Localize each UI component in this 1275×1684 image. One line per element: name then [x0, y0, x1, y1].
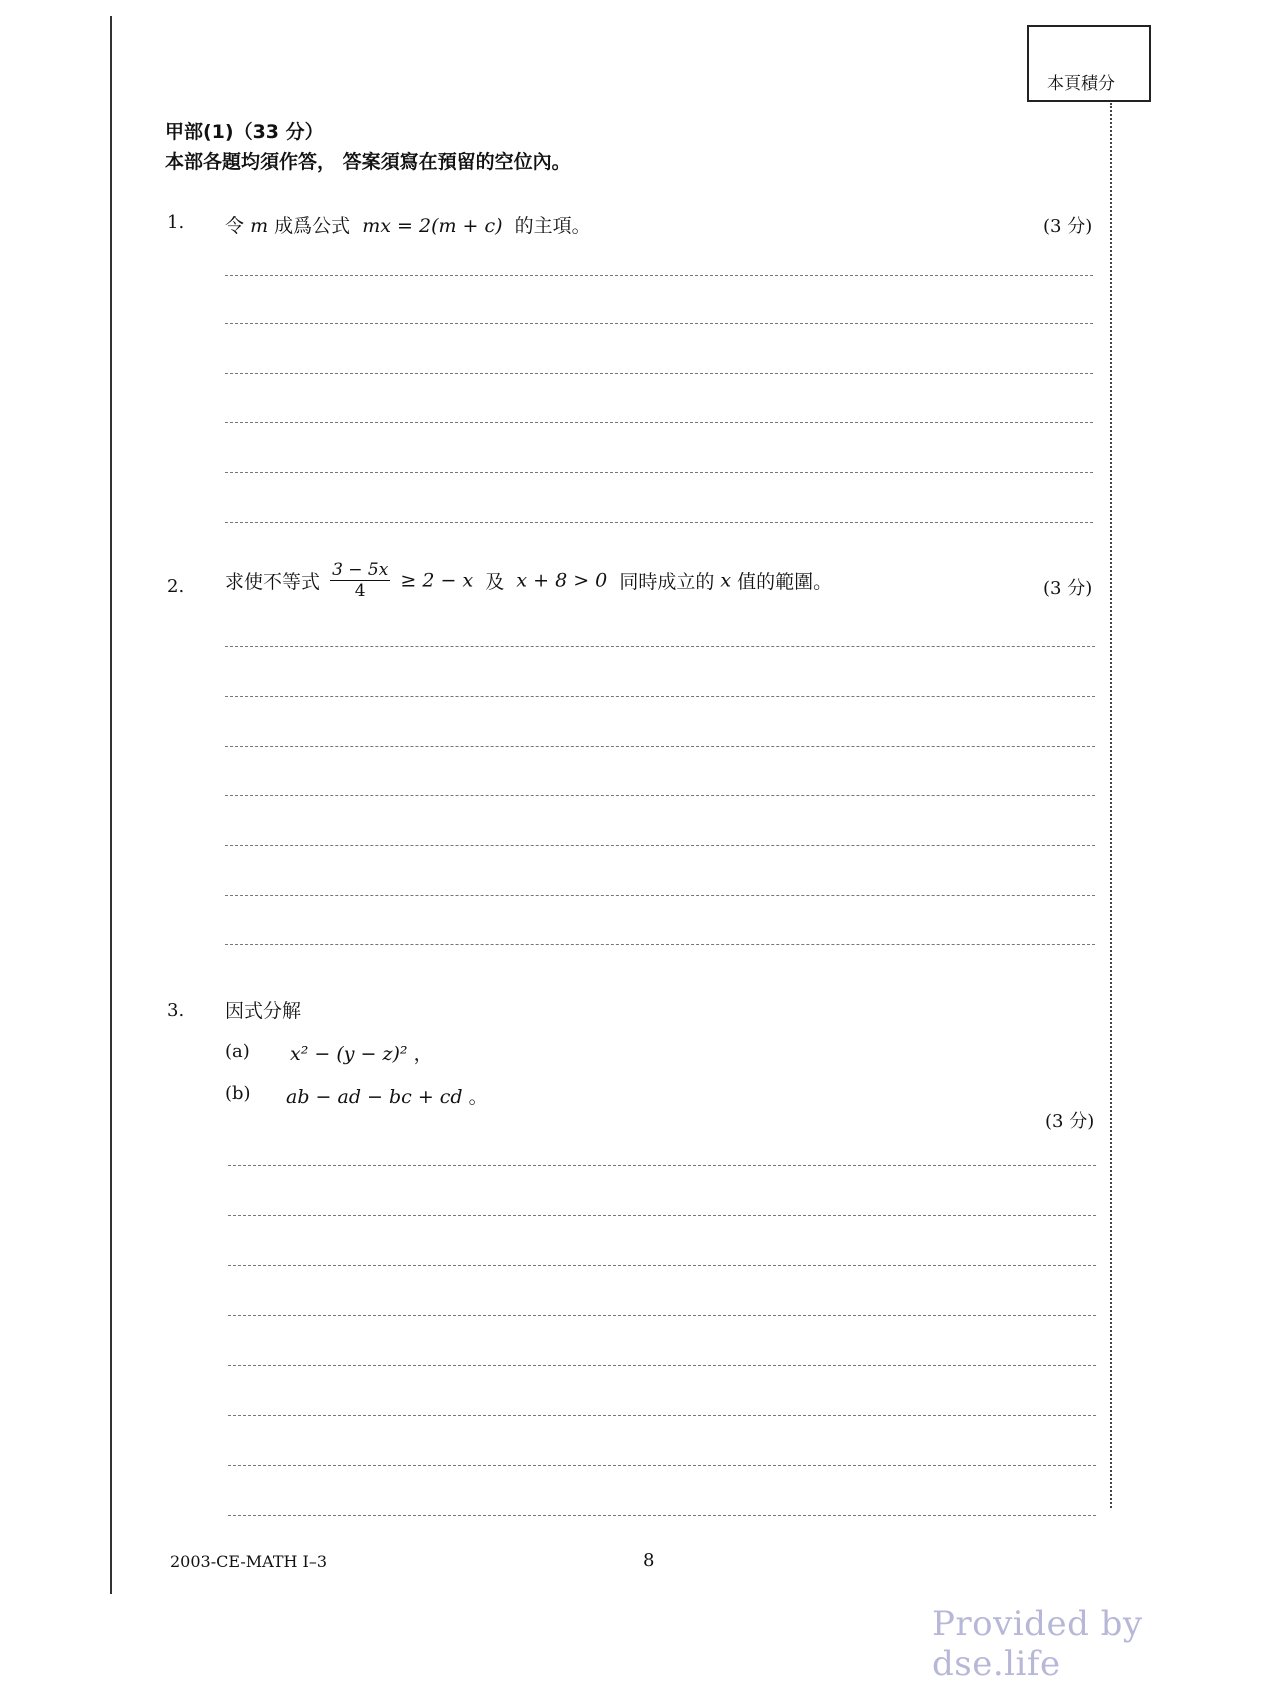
answer-line[interactable] — [225, 275, 1093, 276]
answer-line[interactable] — [228, 1365, 1096, 1366]
answer-line[interactable] — [225, 373, 1093, 374]
answer-line[interactable] — [225, 646, 1095, 647]
left-margin-rule — [110, 16, 112, 1594]
answer-line[interactable] — [225, 944, 1095, 945]
answer-line[interactable] — [225, 522, 1093, 523]
answer-line[interactable] — [225, 422, 1093, 423]
question-1-text: 令 m 成爲公式 mx = 2(m + c) 的主項。 — [225, 215, 591, 237]
answer-line[interactable] — [228, 1215, 1096, 1216]
answer-line[interactable] — [228, 1165, 1096, 1166]
page-score-label: 本頁積分 — [1047, 74, 1115, 94]
watermark: Provided by dse.life — [932, 1604, 1143, 1684]
answer-line[interactable] — [225, 472, 1093, 473]
section-instruction: 本部各題均須作答， 答案須寫在預留的空位內。 — [165, 151, 571, 173]
answer-line[interactable] — [225, 696, 1095, 697]
answer-line[interactable] — [228, 1515, 1096, 1516]
page-number: 8 — [643, 1550, 655, 1571]
fraction-numerator: 3 − 5x — [332, 560, 389, 580]
page-score-box — [1027, 25, 1151, 102]
answer-line[interactable] — [225, 795, 1095, 796]
answer-line[interactable] — [225, 845, 1095, 846]
question-2-fraction — [330, 560, 390, 601]
question-1-number: 1. — [167, 212, 185, 233]
question-3-part-b: ab − ad − bc + cd 。 — [286, 1086, 488, 1108]
question-3-part-a-label: (a) — [225, 1041, 250, 1062]
fraction-denominator: 4 — [354, 581, 366, 601]
question-3-marks: (3 分) — [1045, 1111, 1095, 1132]
answer-line[interactable] — [225, 746, 1095, 747]
question-2-text: 求使不等式 $\frac{3 - 5x}{4}$ ≥ 2 − x 及 x + 8 > 0 同時成立的 x 值的範圍。 — [225, 560, 833, 601]
answer-line[interactable] — [225, 323, 1093, 324]
answer-line[interactable] — [228, 1415, 1096, 1416]
question-2-number: 2. — [167, 576, 185, 597]
answer-line[interactable] — [228, 1265, 1096, 1266]
question-2-marks: (3 分) — [1043, 578, 1093, 599]
paper-code: 2003-CE-MATH I–3 — [170, 1552, 328, 1571]
answer-line[interactable] — [228, 1315, 1096, 1316]
section-header — [165, 117, 571, 177]
question-3-text: 因式分解 — [225, 1000, 302, 1022]
question-3-number: 3. — [167, 1000, 185, 1021]
question-1-formula: mx = 2(m + c) — [362, 215, 503, 237]
answer-line[interactable] — [225, 895, 1095, 896]
section-title: 甲部(1)（33 分） — [165, 121, 324, 143]
question-3-part-a: x² − (y − z)² ， — [290, 1043, 433, 1065]
right-dotted-rule — [1110, 103, 1112, 1508]
question-1-marks: (3 分) — [1043, 216, 1093, 237]
answer-line[interactable] — [228, 1465, 1096, 1466]
question-3-part-b-label: (b) — [225, 1083, 251, 1104]
